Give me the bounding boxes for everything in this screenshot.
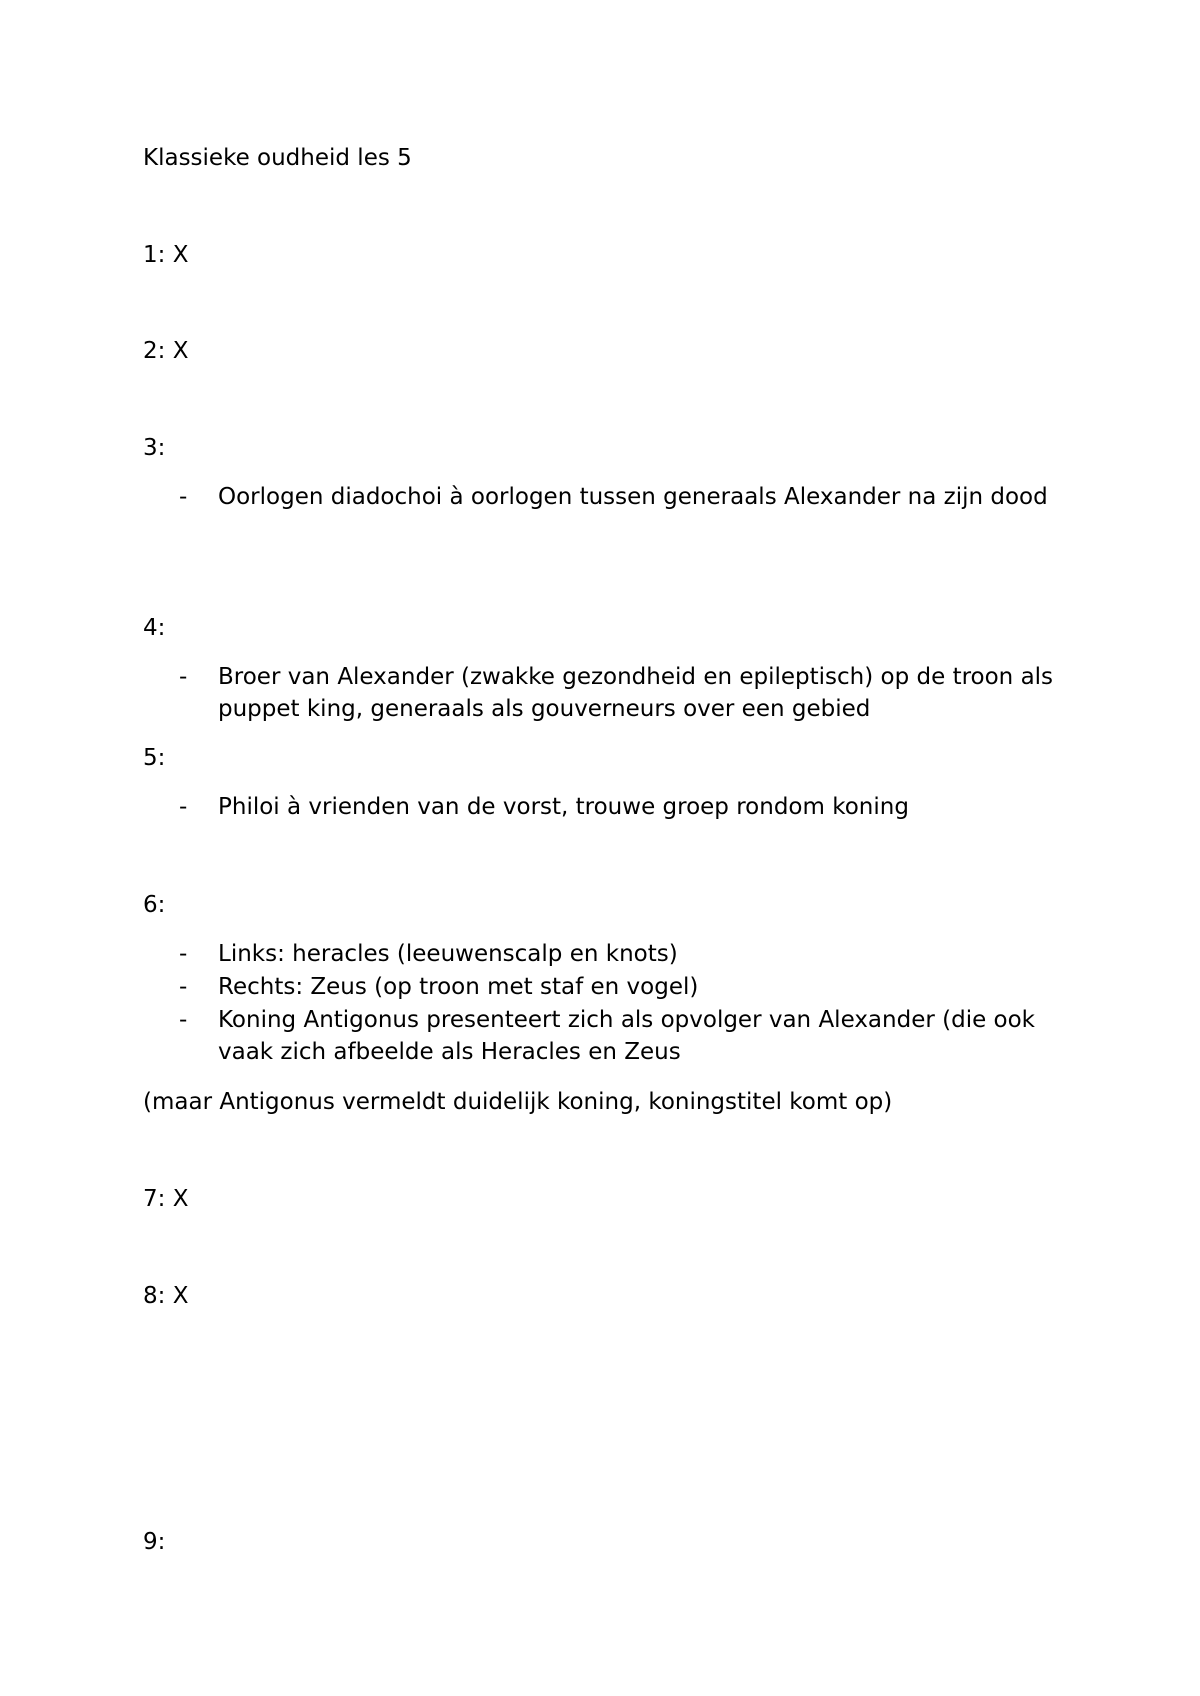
section-9-label: 9: <box>143 1529 166 1555</box>
page-title: Klassieke oudheid les 5 <box>143 145 412 171</box>
bullet-marker: - <box>179 1007 188 1033</box>
bullet-text: Rechts: Zeus (op troon met staf en vogel) <box>218 974 699 1000</box>
bullet-marker: - <box>179 941 188 967</box>
bullet-text: Broer van Alexander (zwakke gezondheid en epileptisch) op de troon als puppet king, generaals als gouverneurs over een gebied <box>218 664 1054 722</box>
bullet-text: Koning Antigonus presenteert zich als opvolger van Alexander (die ook vaak zich afbeelde als Heracles en Zeus <box>218 1007 1036 1065</box>
bullet-text: Oorlogen diadochoi à oorlogen tussen generaals Alexander na zijn dood <box>218 484 1048 510</box>
section-3-label: 3: <box>143 435 166 461</box>
section-8-label: 8: X <box>143 1283 189 1309</box>
bullet-marker: - <box>179 664 188 690</box>
section-2-label: 2: X <box>143 338 189 364</box>
section-6-note: (maar Antigonus vermeldt duidelijk koning, koningstitel komt op) <box>143 1089 893 1115</box>
section-5-label: 5: <box>143 745 166 771</box>
section-1-label: 1: X <box>143 242 189 268</box>
section-6-label: 6: <box>143 892 166 918</box>
bullet-marker: - <box>179 484 188 510</box>
bullet-text: Philoi à vrienden van de vorst, trouwe groep rondom koning <box>218 794 909 820</box>
bullet-text: Links: heracles (leeuwenscalp en knots) <box>218 941 678 967</box>
bullet-marker: - <box>179 974 188 1000</box>
section-4-label: 4: <box>143 615 166 641</box>
bullet-marker: - <box>179 794 188 820</box>
section-7-label: 7: X <box>143 1186 189 1212</box>
